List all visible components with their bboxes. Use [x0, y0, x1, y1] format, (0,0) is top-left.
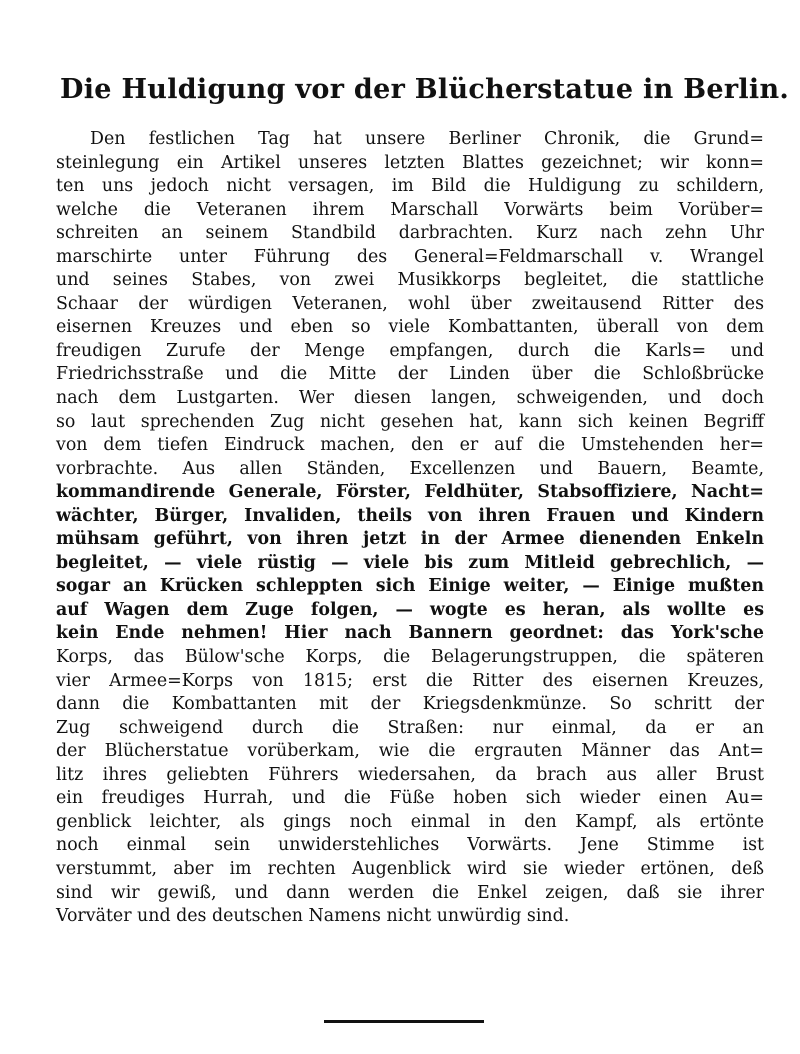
- text-line: Zug schweigend durch die Straßen: nur einmal, da er an: [56, 717, 764, 738]
- article-body: [56, 128, 764, 929]
- text-line: schreiten an seinem Standbild darbrachten. Kurz nach zehn Uhr: [56, 223, 764, 244]
- text-line: begleitet, — viele rüstig — viele bis zum Mitleid gebrechlich, —: [56, 552, 764, 573]
- text-line: verstummt, aber im rechten Augenblick wird sie wieder ertönen, deß: [56, 858, 764, 879]
- text-line: genblick leichter, als gings noch einmal in den Kampf, als ertönte: [56, 811, 764, 832]
- text-line: kein Ende nehmen! Hier nach Bannern geordnet: das York'sche: [56, 623, 764, 644]
- closing-rule: [324, 1020, 484, 1023]
- text-line: eisernen Kreuzes und eben so viele Kombattanten, überall von dem: [56, 317, 764, 338]
- text-line: welche die Veteranen ihrem Marschall Vorwärts beim Vorüber=: [56, 199, 764, 220]
- text-line: auf Wagen dem Zuge folgen, — wogte es heran, als wollte es: [56, 599, 764, 620]
- text-line: litz ihres geliebten Führers wiedersahen, da brach aus aller Brust: [56, 764, 764, 785]
- text-line: von dem tiefen Eindruck machen, den er auf die Umstehenden her=: [56, 435, 764, 456]
- text-line: nach dem Lustgarten. Wer diesen langen, schweigenden, und doch: [56, 388, 764, 409]
- text-line: ein freudiges Hurrah, und die Füße hoben sich wieder einen Au=: [56, 788, 764, 809]
- text-line: ten uns jedoch nicht versagen, im Bild die Huldigung zu schildern,: [56, 176, 764, 197]
- text-line: noch einmal sein unwiderstehliches Vorwärts. Jene Stimme ist: [56, 835, 764, 856]
- text-line: wächter, Bürger, Invaliden, theils von ihren Frauen und Kindern: [56, 505, 764, 526]
- text-line: marschirte unter Führung des General=Feldmarschall v. Wrangel: [56, 246, 764, 267]
- text-line: Den festlichen Tag hat unsere Berliner Chronik, die Grund=: [90, 129, 764, 149]
- article-title: Die Huldigung vor der Blücherstatue in Berlin.: [60, 74, 790, 105]
- text-line: freudigen Zurufe der Menge empfangen, durch die Karls= und: [56, 340, 764, 361]
- text-line: Friedrichsstraße und die Mitte der Linden über die Schloßbrücke: [56, 364, 764, 385]
- text-line: und seines Stabes, von zwei Musikkorps begleitet, die stattliche: [56, 270, 764, 291]
- text-line: kommandirende Generale, Förster, Feldhüter, Stabsoffiziere, Nacht=: [56, 482, 764, 503]
- text-line: der Blücherstatue vorüberkam, wie die ergrauten Männer das Ant=: [56, 741, 764, 762]
- text-line: sind wir gewiß, und dann werden die Enkel zeigen, daß sie ihrer: [56, 882, 764, 903]
- text-line: vorbrachte. Aus allen Ständen, Excellenzen und Bauern, Beamte,: [56, 458, 764, 479]
- text-line: Vorväter und des deutschen Namens nicht unwürdig sind.: [56, 906, 570, 927]
- text-line: steinlegung ein Artikel unseres letzten Blattes gezeichnet; wir konn=: [56, 152, 764, 173]
- text-line: Schaar der würdigen Veteranen, wohl über zweitausend Ritter des: [56, 293, 764, 314]
- text-line: Korps, das Bülow'sche Korps, die Belagerungstruppen, die späteren: [56, 647, 764, 668]
- text-line: mühsam geführt, von ihren jetzt in der Armee dienenden Enkeln: [56, 529, 764, 550]
- text-line: dann die Kombattanten mit der Kriegsdenkmünze. So schritt der: [56, 694, 764, 715]
- text-line: so laut sprechenden Zug nicht gesehen hat, kann sich keinen Begriff: [56, 411, 764, 432]
- text-line: sogar an Krücken schleppten sich Einige weiter, — Einige mußten: [56, 576, 764, 597]
- text-line: vier Armee=Korps von 1815; erst die Ritter des eisernen Kreuzes,: [56, 670, 764, 691]
